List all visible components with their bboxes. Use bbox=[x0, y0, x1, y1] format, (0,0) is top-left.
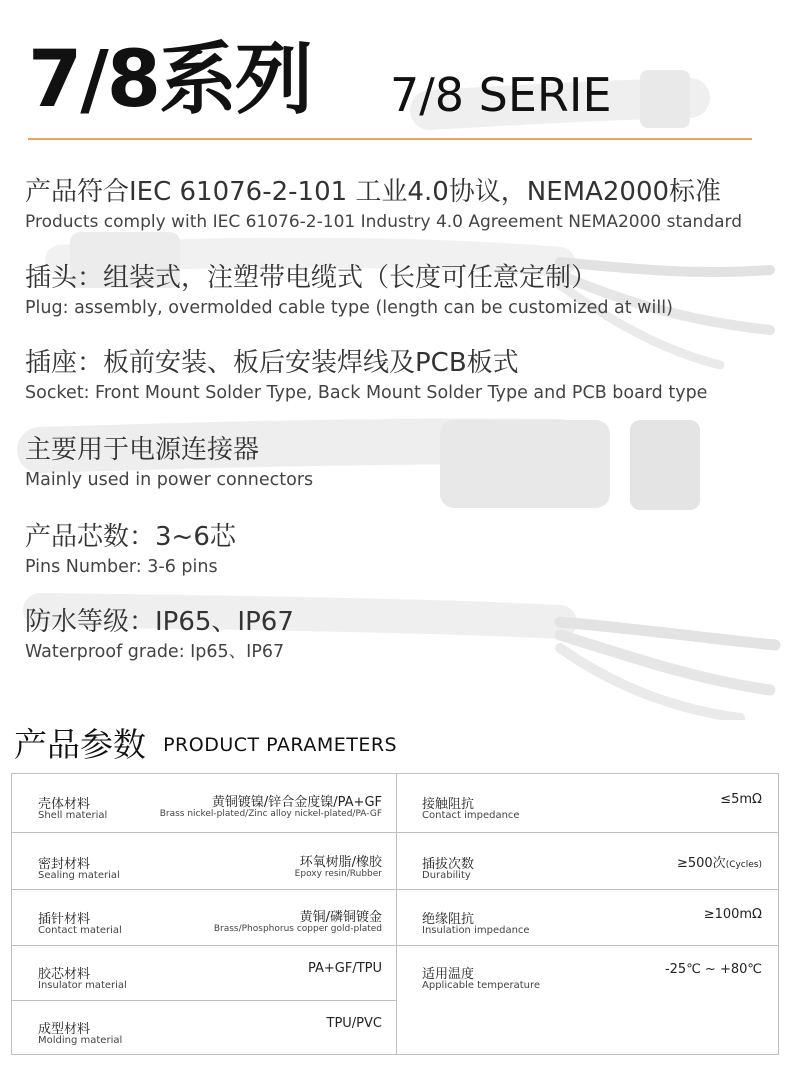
param-label-en: Insulator material bbox=[38, 980, 127, 991]
param-label-cn: 接触阻抗 bbox=[422, 797, 475, 812]
page-subtitle: 7/8 SERIE bbox=[390, 68, 612, 122]
param-insulator-material bbox=[12, 944, 396, 998]
param-label-cn: 胶芯材料 bbox=[38, 967, 91, 982]
param-label-cn: 插针材料 bbox=[38, 912, 91, 927]
param-label-cn: 插拔次数 bbox=[422, 857, 475, 872]
feature-text-en: Socket: Front Mount Solder Type, Back Mount Solder Type and PCB board type bbox=[25, 383, 708, 403]
feature-waterproof bbox=[25, 604, 294, 664]
feature-text-cn: 主要用于电源连接器 bbox=[25, 435, 260, 465]
param-label-en: Shell material bbox=[38, 810, 108, 821]
param-label-en: Insulation impedance bbox=[422, 925, 530, 936]
param-value-cn: 环氧树脂/橡胶 bbox=[299, 855, 382, 870]
table-divider bbox=[12, 832, 778, 833]
param-shell-material bbox=[12, 774, 396, 828]
feature-text-cn: 插座：板前安装、板后安装焊线及PCB板式 bbox=[25, 348, 519, 378]
feature-text-en: Pins Number: 3-6 pins bbox=[25, 557, 218, 577]
feature-plug bbox=[25, 260, 673, 320]
feature-text-cn: 产品芯数：3~6芯 bbox=[25, 522, 236, 552]
param-label-cn: 密封材料 bbox=[38, 857, 91, 872]
param-value-main: ≤5mΩ bbox=[720, 792, 762, 807]
param-applicable-temperature bbox=[396, 944, 780, 998]
param-contact-material bbox=[12, 889, 396, 943]
param-value bbox=[720, 792, 762, 807]
param-label-en: Contact impedance bbox=[422, 810, 520, 821]
param-value-en: Brass nickel-plated/Zinc alloy nickel-plated/PA-GF bbox=[159, 809, 382, 819]
feature-text-en: Products comply with IEC 61076-2-101 Industry 4.0 Agreement NEMA2000 standard bbox=[25, 212, 743, 232]
params-table bbox=[11, 773, 779, 1055]
feature-text-en: Mainly used in power connectors bbox=[25, 470, 314, 490]
feature-text-cn: 插头：组装式，注塑带电缆式（长度可任意定制） bbox=[25, 263, 598, 293]
param-value-en: Epoxy resin/Rubber bbox=[294, 869, 382, 879]
param-value-en: Brass/Phosphorus copper gold-plated bbox=[213, 924, 382, 934]
params-heading-en: PRODUCT PARAMETERS bbox=[163, 734, 398, 756]
feature-socket bbox=[25, 345, 707, 405]
param-value-main: ≥500次 bbox=[676, 856, 726, 871]
param-value-main: ≥100mΩ bbox=[703, 907, 762, 922]
feature-text-cn: 防水等级：IP65、IP67 bbox=[25, 607, 294, 637]
feature-standard bbox=[25, 174, 742, 234]
feature-usage bbox=[25, 432, 313, 492]
param-value-cn: 黄铜/磷铜镀金 bbox=[299, 910, 382, 925]
param-value-main: -25℃ ~ +80℃ bbox=[664, 962, 762, 977]
param-molding-material bbox=[12, 999, 396, 1053]
param-value bbox=[665, 962, 762, 977]
param-contact-impedance bbox=[396, 774, 780, 828]
param-value-cn: 黄铜镀镍/锌合金度镍/PA+GF bbox=[211, 795, 382, 810]
param-sealing-material bbox=[12, 834, 396, 888]
param-insulation-impedance bbox=[396, 889, 780, 943]
feature-text-en: Plug: assembly, overmolded cable type (length can be customized at will) bbox=[25, 298, 673, 318]
param-value-cn: PA+GF/TPU bbox=[307, 961, 382, 976]
page-title: 7/8系列 bbox=[28, 35, 312, 125]
param-label-en: Applicable temperature bbox=[422, 980, 541, 991]
params-heading bbox=[14, 722, 397, 768]
param-label-cn: 适用温度 bbox=[422, 967, 475, 982]
feature-text-en: Waterproof grade: Ip65、IP67 bbox=[25, 642, 285, 662]
param-label-cn: 成型材料 bbox=[38, 1022, 91, 1037]
title-divider bbox=[28, 138, 752, 140]
param-label-en: Molding material bbox=[38, 1035, 123, 1046]
param-value bbox=[677, 852, 762, 871]
param-value bbox=[704, 907, 762, 922]
param-label-cn: 绝缘阻抗 bbox=[422, 912, 475, 927]
param-value-unit: (Cycles) bbox=[725, 860, 762, 870]
param-label-en: Sealing material bbox=[38, 870, 120, 881]
param-label-en: Durability bbox=[422, 870, 471, 881]
param-label-en: Contact material bbox=[38, 925, 122, 936]
params-heading-cn: 产品参数 bbox=[14, 725, 146, 764]
param-durability bbox=[396, 834, 780, 888]
feature-text-cn: 产品符合IEC 61076-2-101 工业4.0协议，NEMA2000标准 bbox=[25, 177, 722, 207]
param-value-cn: TPU/PVC bbox=[326, 1016, 382, 1031]
param-label-cn: 壳体材料 bbox=[38, 797, 91, 812]
feature-pins bbox=[25, 519, 236, 579]
